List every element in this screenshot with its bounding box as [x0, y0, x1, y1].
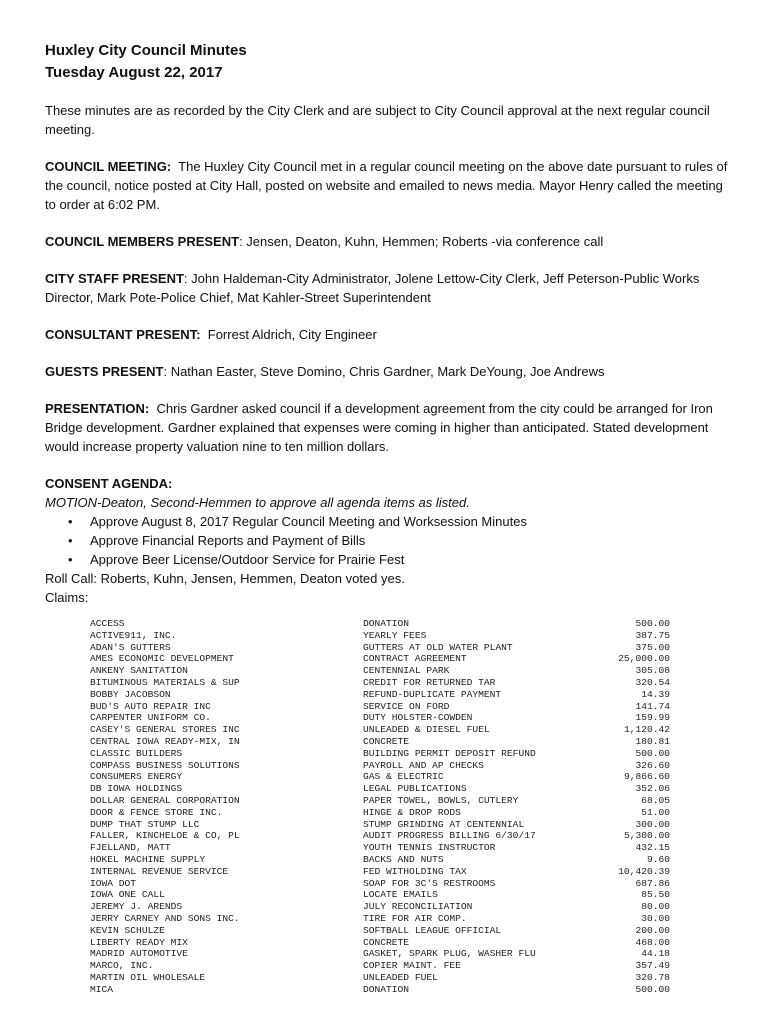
consent-agenda-item: • Approve Financial Reports and Payment of Bills [90, 531, 735, 550]
claim-description: FED WITHOLDING TAX [363, 865, 467, 877]
guests-paragraph [45, 362, 735, 381]
claim-vendor: ACTIVE911, INC. [90, 629, 177, 641]
claim-row [90, 889, 690, 901]
claim-description: CONCRETE [363, 936, 410, 948]
claim-amount: 357.49 [635, 960, 670, 972]
council-meeting-label: COUNCIL MEETING: [45, 159, 172, 174]
claim-description: CENTENNIAL PARK [363, 665, 450, 677]
claim-amount: 14.39 [641, 688, 670, 700]
claim-description: STUMP GRINDING AT CENTENNIAL [363, 818, 525, 830]
claims-label: Claims: [45, 590, 89, 605]
claim-description: HINGE & DROP RODS [363, 806, 461, 818]
claim-vendor: ACCESS [90, 618, 125, 629]
claim-amount: 375.00 [635, 641, 670, 653]
claim-vendor: CARPENTER UNIFORM CO. [90, 712, 211, 724]
claim-row [90, 783, 690, 795]
claim-row [90, 642, 690, 654]
claim-vendor: CLASSIC BUILDERS [90, 747, 183, 759]
claim-vendor: DUMP THAT STUMP LLC [90, 818, 200, 830]
claim-description: TIRE FOR AIR COMP. [363, 912, 467, 924]
claim-vendor: DOLLAR GENERAL CORPORATION [90, 794, 240, 806]
claim-row [90, 830, 690, 842]
claim-description: DONATION [363, 618, 410, 629]
claim-row [90, 701, 690, 713]
document-title: Huxley City Council Minutes [45, 42, 247, 59]
claim-description: SOFTBALL LEAGUE OFFICIAL [363, 924, 502, 936]
claim-amount: 320.54 [635, 676, 670, 688]
claim-description: UNLEADED & DIESEL FUEL [363, 724, 490, 736]
claim-amount: 5,300.00 [623, 830, 670, 842]
claim-vendor: DB IOWA HOLDINGS [90, 783, 183, 795]
claim-description: SERVICE ON FORD [363, 700, 450, 712]
claim-amount: 25,000.00 [618, 653, 670, 665]
claim-amount: 387.75 [635, 629, 670, 641]
claim-description: AUDIT PROGRESS BILLING 6/30/17 [363, 830, 536, 842]
claim-description: BACKS AND NUTS [363, 853, 444, 865]
claim-amount: 51.00 [641, 806, 670, 818]
claim-description: PAPER TOWEL, BOWLS, CUTLERY [363, 794, 519, 806]
claim-row [90, 901, 690, 913]
claim-description: LOCATE EMAILS [363, 889, 438, 901]
claim-amount: 30.00 [641, 912, 670, 924]
claim-vendor: CENTRAL IOWA READY-MIX, IN [90, 735, 240, 747]
members-present-text: : Jensen, Deaton, Kuhn, Hemmen; Roberts -via conference call [239, 234, 604, 249]
meeting-date: Tuesday August 22, 2017 [45, 64, 223, 81]
claim-vendor: IOWA DOT [90, 877, 137, 889]
claim-vendor: FJELLAND, MATT [90, 842, 171, 854]
claim-vendor: AMES ECONOMIC DEVELOPMENT [90, 653, 234, 665]
claim-vendor: HOKEL MACHINE SUPPLY [90, 853, 206, 865]
claim-description: GASKET, SPARK PLUG, WASHER FLU [363, 948, 536, 960]
claim-row [90, 653, 690, 665]
claim-amount: 68.05 [641, 794, 670, 806]
claim-amount: 85.50 [641, 889, 670, 901]
claim-row [90, 677, 690, 689]
guests-label: GUESTS PRESENT [45, 364, 164, 379]
claim-row [90, 984, 690, 996]
claim-vendor: BITUMINOUS MATERIALS & SUP [90, 676, 240, 688]
claim-vendor: MADRID AUTOMOTIVE [90, 948, 188, 960]
claim-row [90, 760, 690, 772]
claim-vendor: JEREMY J. ARENDS [90, 901, 183, 913]
city-staff-label: CITY STAFF PRESENT [45, 271, 184, 286]
claim-vendor: MICA [90, 983, 114, 995]
claim-row [90, 819, 690, 831]
claim-description: GAS & ELECTRIC [363, 771, 444, 783]
claim-amount: 141.74 [635, 700, 670, 712]
roll-call: Roll Call: Roberts, Kuhn, Jensen, Hemmen, Deaton voted yes. [45, 571, 405, 586]
claim-vendor: ADAN'S GUTTERS [90, 641, 171, 653]
claim-vendor: KEVIN SCHULZE [90, 924, 165, 936]
claim-amount: 500.00 [635, 618, 670, 629]
consent-agenda-item: • Approve August 8, 2017 Regular Council Meeting and Worksession Minutes [90, 512, 735, 531]
claim-amount: 326.60 [635, 759, 670, 771]
claim-amount: 687.86 [635, 877, 670, 889]
claim-description: COPIER MAINT. FEE [363, 960, 461, 972]
consultant-label: CONSULTANT PRESENT: [45, 327, 201, 342]
claim-row [90, 925, 690, 937]
minutes-document [45, 40, 735, 607]
council-meeting-paragraph [45, 157, 735, 214]
claim-amount: 10,420.39 [618, 865, 670, 877]
intro-paragraph: These minutes are as recorded by the City Clerk and are subject to City Council approval at the next regular council meeting. [45, 103, 710, 137]
consultant-paragraph [45, 325, 735, 344]
claim-amount: 44.18 [641, 948, 670, 960]
claim-description: PAYROLL AND AP CHECKS [363, 759, 484, 771]
claim-vendor: IOWA ONE CALL [90, 889, 165, 901]
claim-vendor: MARTIN OIL WHOLESALE [90, 971, 206, 983]
claim-description: CONTRACT AGREEMENT [363, 653, 467, 665]
claim-row [90, 913, 690, 925]
claim-description: LEGAL PUBLICATIONS [363, 783, 467, 795]
claim-description: REFUND-DUPLICATE PAYMENT [363, 688, 502, 700]
claim-amount: 432.15 [635, 842, 670, 854]
claim-row [90, 795, 690, 807]
claim-description: JULY RECONCILIATION [363, 901, 473, 913]
claim-amount: 500.00 [635, 983, 670, 995]
claim-vendor: LIBERTY READY MIX [90, 936, 188, 948]
members-present-paragraph [45, 232, 735, 251]
claim-vendor: CONSUMERS ENERGY [90, 771, 183, 783]
claim-row [90, 878, 690, 890]
claim-amount: 9,866.60 [623, 771, 670, 783]
claim-description: DUTY HOLSTER-COWDEN [363, 712, 473, 724]
claim-vendor: JERRY CARNEY AND SONS INC. [90, 912, 240, 924]
claim-amount: 320.78 [635, 971, 670, 983]
claim-row [90, 748, 690, 760]
claim-description: YEARLY FEES [363, 629, 427, 641]
claim-row [90, 736, 690, 748]
claim-vendor: FALLER, KINCHELOE & CO, PL [90, 830, 240, 842]
claim-description: YOUTH TENNIS INSTRUCTOR [363, 842, 496, 854]
consent-agenda-motion: MOTION-Deaton, Second-Hemmen to approve all agenda items as listed. [45, 495, 470, 510]
claim-row [90, 712, 690, 724]
consent-agenda-list [45, 512, 735, 569]
city-staff-text: : John Haldeman-City Administrator, Jolene Lettow-City Clerk, Jeff Peterson-Public Works Director, Mark Pote-Police Chief, Mat Kahler-Street Superintendent [45, 271, 700, 305]
claim-amount: 80.00 [641, 901, 670, 913]
claim-amount: 500.00 [635, 747, 670, 759]
claim-row [90, 937, 690, 949]
claim-vendor: BUD'S AUTO REPAIR INC [90, 700, 211, 712]
council-meeting-text: The Huxley City Council met in a regular council meeting on the above date pursuant to rules of the council, notice posted at City Hall, posted on website and emailed to news media. Mayor Henry called the meeting to order at 6:02 PM. [45, 159, 728, 212]
city-staff-paragraph [45, 269, 735, 307]
claim-vendor: ANKENY SANITATION [90, 665, 188, 677]
claim-amount: 200.00 [635, 924, 670, 936]
claim-amount: 180.81 [635, 735, 670, 747]
claim-vendor: DOOR & FENCE STORE INC. [90, 806, 223, 818]
claim-description: DONATION [363, 983, 410, 995]
claim-vendor: MARCO, INC. [90, 960, 154, 972]
claim-amount: 468.00 [635, 936, 670, 948]
claim-amount: 159.99 [635, 712, 670, 724]
claims-table [90, 618, 690, 996]
claim-row [90, 854, 690, 866]
presentation-paragraph [45, 399, 735, 456]
claim-description: GUTTERS AT OLD WATER PLANT [363, 641, 513, 653]
claim-vendor: COMPASS BUSINESS SOLUTIONS [90, 759, 240, 771]
claim-vendor: CASEY'S GENERAL STORES INC [90, 724, 240, 736]
claim-row [90, 724, 690, 736]
consent-agenda-item: • Approve Beer License/Outdoor Service for Prairie Fest [90, 550, 735, 569]
claim-description: CONCRETE [363, 735, 410, 747]
claim-row [90, 960, 690, 972]
claim-row [90, 972, 690, 984]
claim-amount: 352.06 [635, 783, 670, 795]
consultant-text: Forrest Aldrich, City Engineer [207, 327, 377, 342]
claim-amount: 1,120.42 [623, 724, 670, 736]
claim-amount: 305.08 [635, 665, 670, 677]
presentation-label: PRESENTATION: [45, 401, 150, 416]
claim-row [90, 866, 690, 878]
claim-vendor: BOBBY JACOBSON [90, 688, 171, 700]
claim-row [90, 948, 690, 960]
claim-row [90, 618, 690, 630]
consent-agenda-heading: CONSENT AGENDA: [45, 476, 173, 491]
claim-amount: 300.00 [635, 818, 670, 830]
claim-row [90, 630, 690, 642]
members-present-label: COUNCIL MEMBERS PRESENT [45, 234, 240, 249]
claim-row [90, 665, 690, 677]
claim-description: UNLEADED FUEL [363, 971, 438, 983]
claim-description: CREDIT FOR RETURNED TAR [363, 676, 496, 688]
claim-row [90, 771, 690, 783]
claim-vendor: INTERNAL REVENUE SERVICE [90, 865, 229, 877]
guests-text: : Nathan Easter, Steve Domino, Chris Gardner, Mark DeYoung, Joe Andrews [163, 364, 605, 379]
presentation-text: Chris Gardner asked council if a development agreement from the city could be arranged for Iron Bridge development. Gardner explained that expenses were coming in higher than anticipated. Stated development would increase property valuation nine to ten million dollars. [45, 401, 713, 454]
claim-row [90, 842, 690, 854]
claim-amount: 9.60 [646, 853, 670, 865]
claim-description: BUILDING PERMIT DEPOSIT REFUND [363, 747, 536, 759]
claim-row [90, 807, 690, 819]
claim-description: SOAP FOR 3C'S RESTROOMS [363, 877, 496, 889]
claim-row [90, 689, 690, 701]
